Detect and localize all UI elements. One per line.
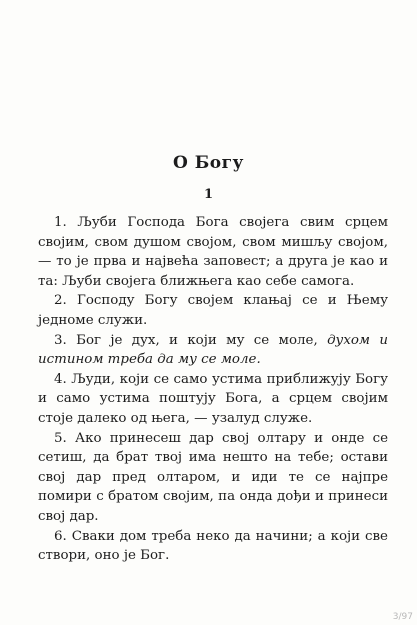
document-body — [38, 213, 388, 566]
chapter-title: О Богу — [173, 153, 244, 173]
paragraph-3 — [38, 331, 388, 370]
paragraph-text: 6. Сваки дом треба неко да начини; а који све створи, оно је Бог. — [38, 528, 388, 564]
page-mark: 3/97 — [392, 612, 413, 622]
paragraph-text: 1. Љуби Господа Бога својега свим срцем својим, свом душом својом, свом мишљу својом, — то је прва и највећа заповест; а друга је као и та: Љуби својега ближњега као себе самога. — [38, 215, 388, 289]
paragraph-1 — [38, 213, 388, 291]
paragraph-text: 3. Бог је дух, и који му се моле, — [54, 332, 328, 348]
paragraph-italic-text: духом и истином треба да му се моле. — [38, 332, 388, 368]
paragraph-4 — [38, 370, 388, 429]
paragraph-text: 5. Ако принесеш дар свој олтару и онде се сетиш, да брат твој има нешто на тебе; остави свој дар пред олтаром, и иди те се најпре помири с братом својим, па онда дођи и принеси свој дар. — [38, 430, 388, 524]
paragraph-2 — [38, 291, 388, 330]
paragraph-5 — [38, 429, 388, 527]
paragraph-text: 4. Људи, који се само устима приближују Богу и само устима поштују Бога, а срцем својим стоје далеко од њега, — узалуд служе. — [38, 371, 388, 426]
paragraph-text: 2. Господу Богу својем клањај се и Њему једноме служи. — [38, 293, 388, 328]
section-number: 1 — [203, 187, 214, 202]
paragraph-6 — [38, 527, 388, 566]
